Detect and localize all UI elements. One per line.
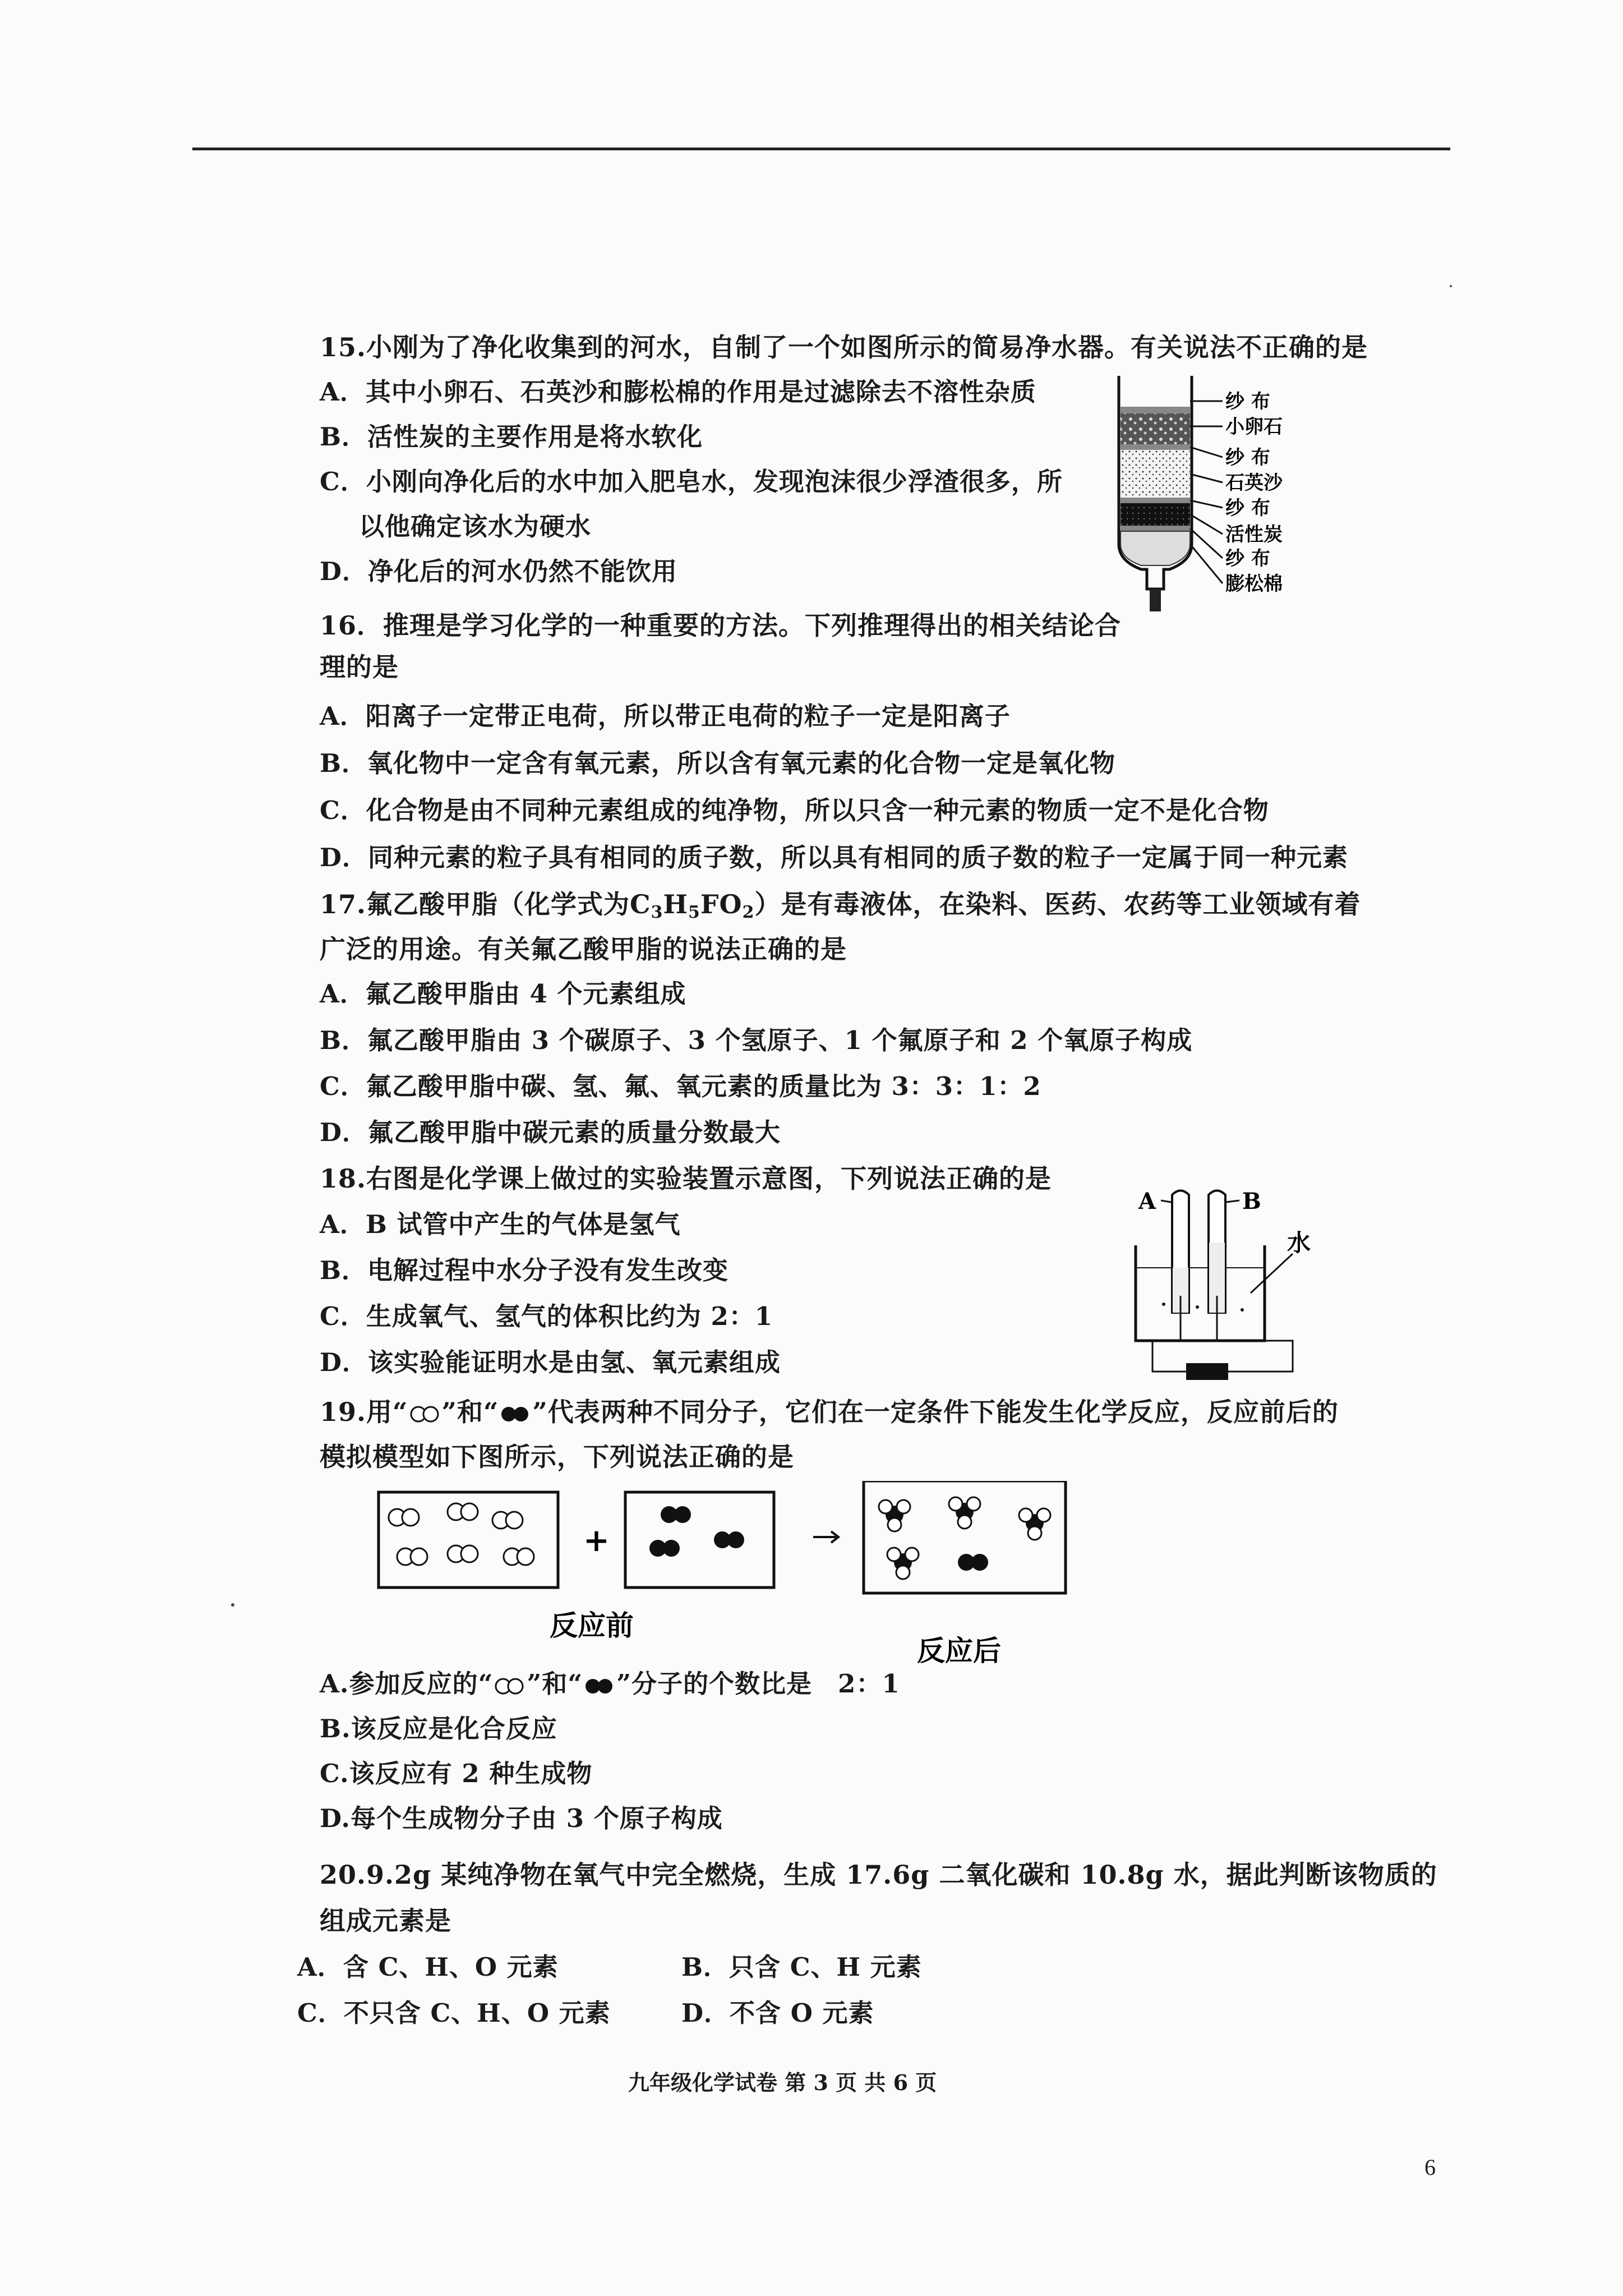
q15-option-c-line1: C．小刚向净化后的水中加入肥皂水，发现泡沫很少浮渣很多，所 [320,467,1063,496]
q18-stem: 18.右图是化学课上做过的实验装置示意图，下列说法正确的是 [320,1163,1052,1194]
fig-label-gauze-3: 纱 布 [1225,497,1270,519]
q17-option-b: B．氟乙酸甲脂由 3 个碳原子、3 个氢原子、1 个氟原子和 2 个氧原子构成 [320,1025,1193,1055]
electrolysis-trough [1136,1245,1265,1341]
reaction-model-figure [370,1481,1077,1666]
black-molecule-icon [499,1404,532,1424]
q16-option-a: A．阳离子一定带正电荷，所以带正电荷的粒子一定是阳离子 [320,701,1011,731]
fig-label-gauze-2: 纱 布 [1225,447,1270,469]
gauze-layer-1 [1121,407,1190,413]
q20-stem-line1: 20.9.2g 某纯净物在氧气中完全燃烧，生成 17.6g 二氧化碳和 10.8g 水，据此判断该物质的 [320,1860,1437,1890]
fig-label-cotton: 膨松棉 [1225,573,1283,595]
cotton-layer [1121,531,1190,565]
q15-option-a: A．其中小卵石、石英沙和膨松棉的作用是过滤除去不溶性杂质 [320,377,1036,407]
quartz-sand-layer [1121,450,1190,498]
q20-option-a: A．含 C、H、O 元素 [297,1952,559,1982]
q16-option-d: D．同种元素的粒子具有相同的质子数，所以具有相同的质子数的粒子一定属于同一种元素 [320,843,1349,872]
q15-stem: 15.小刚为了净化收集到的河水，自制了一个如图所示的简易净水器。有关说法不正确的是 [320,332,1368,362]
q17-stem-line2: 广泛的用途。有关氟乙酸甲脂的说法正确的是 [320,934,847,964]
purifier-outlet [1150,589,1161,611]
page-number: 6 [1424,2155,1436,2180]
white-molecule-icon [408,1404,442,1424]
before-box-2 [625,1492,774,1588]
fig-label-gauze-4: 纱 布 [1225,547,1270,570]
q16-stem-line1: 16．推理是学习化学的一种重要的方法。下列推理得出的相关结论合 [320,610,1122,641]
q17-stem-line1 [320,889,1361,923]
q15-option-d: D．净化后的河水仍然不能饮用 [320,556,678,586]
fig-label-quartz-sand: 石英沙 [1225,472,1283,494]
fig-label-gauze-1: 纱 布 [1225,390,1270,413]
q18-option-a: A．B 试管中产生的气体是氢气 [320,1209,681,1239]
gauze-layer-4 [1121,526,1190,531]
fig-label-pebbles: 小卵石 [1225,416,1283,438]
electrolysis-apparatus-figure [1130,1184,1332,1397]
white-molecule-icon [493,1676,527,1696]
q20-option-d: D．不含 O 元素 [681,1998,874,2028]
q18-option-d: D．该实验能证明水是由氢、氧元素组成 [320,1347,781,1377]
activated-carbon-layer [1121,503,1190,526]
plus-sign: + [583,1522,610,1559]
q17-stem-prefix: 17.氟乙酸甲脂（化学式为 [320,889,630,919]
q19-option-c: C.该反应有 2 种生成物 [320,1759,593,1788]
q16-option-c: C．化合物是由不同种元素组成的纯净物，所以只含一种元素的物质一定不是化合物 [320,795,1269,825]
q17-stem-suffix: ）是有毒液体，在染料、医药、农药等工业领域有着 [754,889,1361,919]
q18-option-b: B．电解过程中水分子没有发生改变 [320,1255,729,1285]
q19-option-b: B.该反应是化合反应 [320,1714,557,1743]
gauze-layer-3 [1121,498,1190,503]
q17-option-d: D．氟乙酸甲脂中碳元素的质量分数最大 [320,1117,781,1147]
black-molecule-icon [583,1676,616,1696]
page-footer: 九年级化学试卷 第 3 页 共 6 页 [628,2070,937,2095]
q15-option-b: B．活性炭的主要作用是将水软化 [320,422,703,452]
battery [1186,1363,1228,1380]
water-purifier-figure [1108,376,1321,634]
before-label: 反应前 [550,1609,634,1642]
q17-formula: $C_3H_5FO_2$ [630,889,755,922]
q16-stem-line2: 理的是 [320,652,399,682]
q16-option-b: B．氧化物中一定含有氧元素，所以含有氧元素的化合物一定是氧化物 [320,748,1116,778]
water-label: 水 [1287,1229,1311,1257]
q15-option-c-line2: 以他确定该水为硬水 [359,512,592,541]
gauze-layer-2 [1121,444,1190,450]
q19-stem-line2: 模拟模型如下图所示，下列说法正确的是 [320,1442,794,1472]
q19-stem-line1: 19.用“ ”和“ ”代表两种不同分子，它们在一定条件下能发生化学反应，反应前后的 [320,1397,1339,1427]
q20-option-b: B．只含 C、H 元素 [681,1952,922,1982]
q19-option-a: A.参加反应的“ ”和“ ”分子的个数比是 2：1 [320,1669,900,1699]
tube-b-label: B [1242,1188,1261,1214]
after-label: 反应后 [917,1634,1001,1666]
q17-option-a: A．氟乙酸甲脂由 4 个元素组成 [320,979,686,1009]
q20-option-c: C．不只含 C、H、O 元素 [297,1998,611,2028]
q20-stem-line2: 组成元素是 [320,1906,451,1936]
pebble-layer [1121,413,1190,444]
q19-option-d: D.每个生成物分子由 3 个原子构成 [320,1803,723,1833]
reaction-arrow [813,1531,838,1543]
scan-speck [1450,285,1452,287]
tube-a-label: A [1138,1188,1156,1214]
scan-speck [231,1603,234,1607]
header-rule [192,148,1450,150]
q18-option-c: C．生成氧气、氢气的体积比约为 2：1 [320,1301,773,1331]
q17-option-c: C．氟乙酸甲脂中碳、氢、氟、氧元素的质量比为 3：3：1：2 [320,1071,1041,1101]
fig-label-activated-carbon: 活性炭 [1225,523,1283,546]
